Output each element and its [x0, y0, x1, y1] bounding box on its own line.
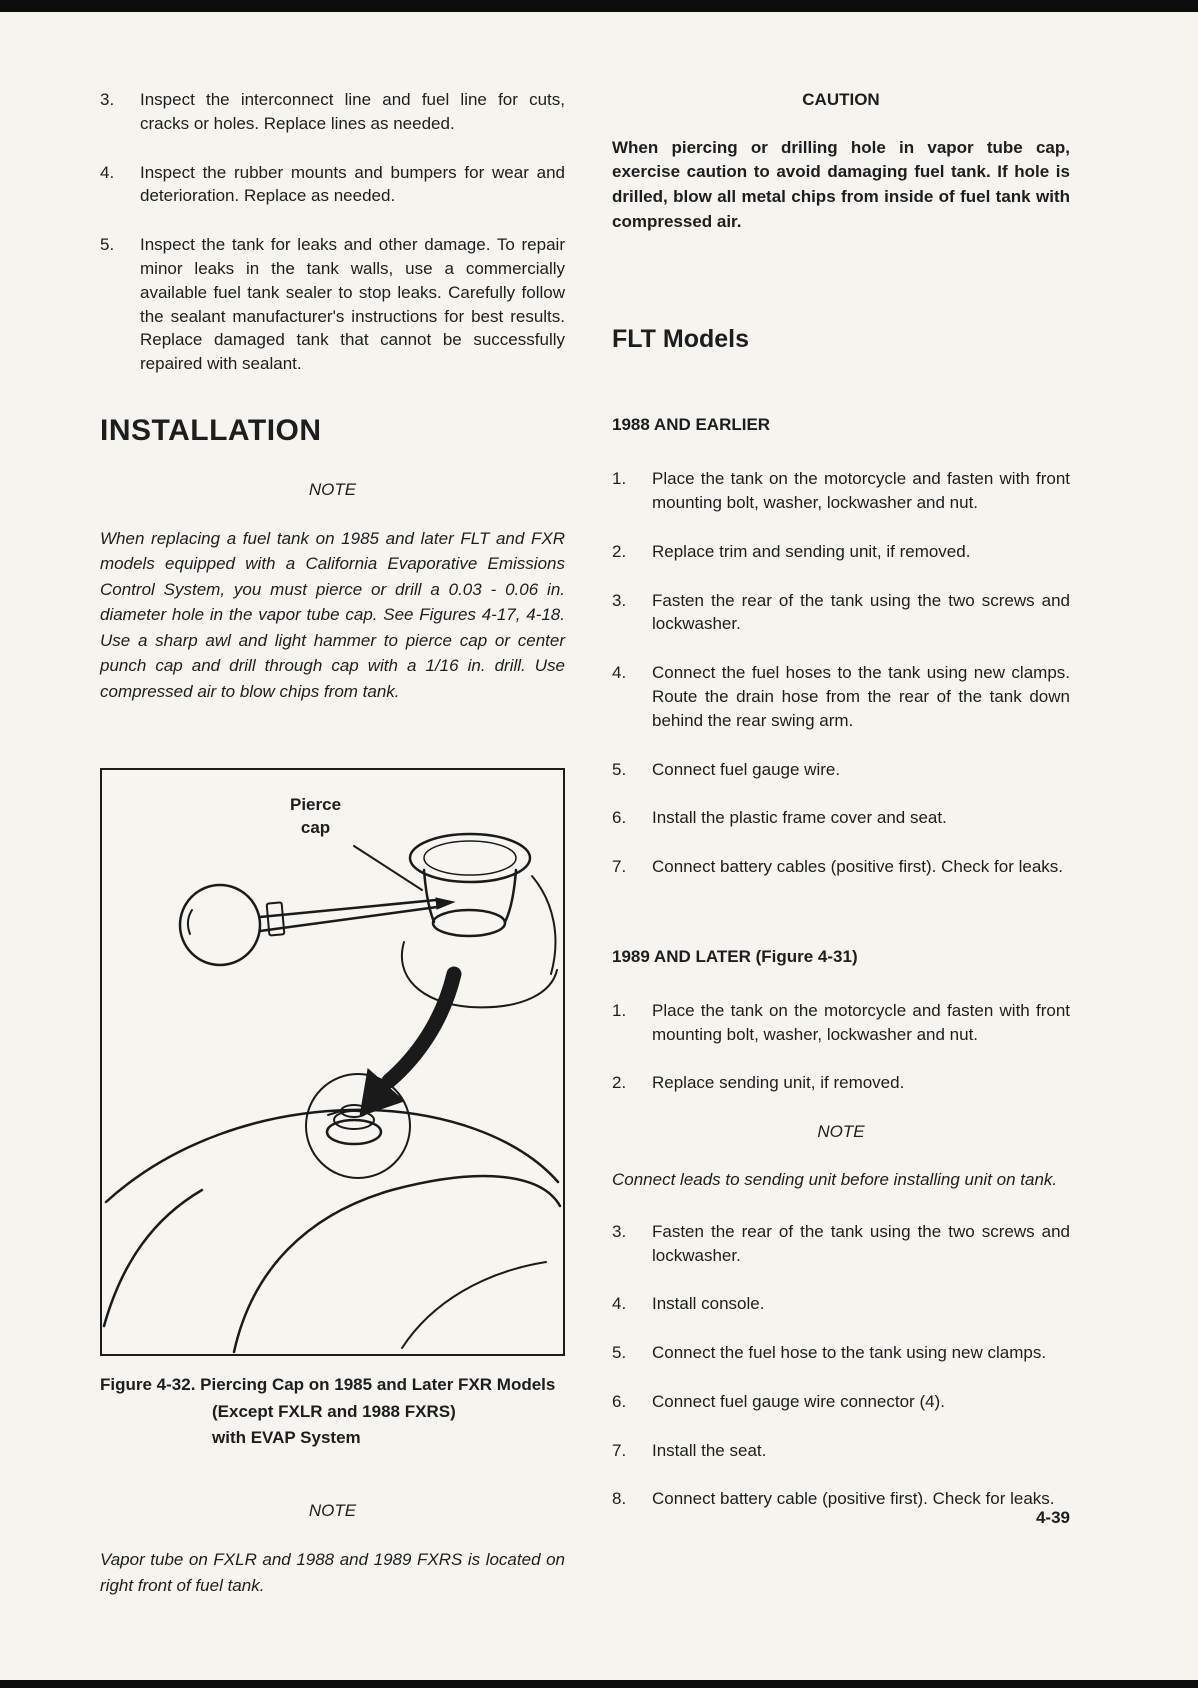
- step-number: 3.: [612, 1221, 627, 1241]
- step-text: Install the plastic frame cover and seat.: [652, 808, 947, 828]
- list-item: [612, 1487, 1070, 1511]
- list-item: [612, 855, 1070, 879]
- step-number: 7.: [612, 857, 627, 877]
- list-item: [612, 1439, 1070, 1463]
- step-number: 3.: [612, 590, 627, 610]
- step-text: Inspect the interconnect line and fuel line for cuts, cracks or holes. Replace lines as needed.: [140, 90, 565, 133]
- step-number: 4.: [100, 162, 115, 182]
- list-item: [612, 758, 1070, 782]
- page-number: 4-39: [1035, 1508, 1070, 1527]
- step-text: Replace sending unit, if removed.: [652, 1073, 905, 1093]
- step-text: Connect the fuel hoses to the tank using new clamps. Route the drain hose from the rear of the tank down behind the rear swing arm.: [652, 663, 1070, 730]
- caution-paragraph: When piercing or drilling hole in vapor tube cap, exercise caution to avoid damaging fuel tank. If hole is drilled, blow all metal chips from inside of fuel tank with compressed air.: [612, 137, 1070, 231]
- subsection-heading-1988-and-earlier: 1988 AND EARLIER: [612, 415, 771, 435]
- step-number: 1.: [612, 469, 627, 489]
- step-text: Connect battery cable (positive first). Check for leaks.: [652, 1489, 1055, 1509]
- caption-line: with EVAP System: [212, 1427, 361, 1447]
- note-paragraph: Vapor tube on FXLR and 1988 and 1989 FXRS is located on right front of fuel tank.: [100, 1550, 565, 1595]
- list-item: [612, 1390, 1070, 1414]
- section-heading-flt-models: FLT Models: [612, 325, 750, 354]
- subsection-heading-1989-and-later: 1989 AND LATER (Figure 4-31): [612, 946, 858, 966]
- note-paragraph: When replacing a fuel tank on 1985 and later FLT and FXR models equipped with a California Evaporative Emissions Control System, you must pierce or drill a 0.03 - 0.06 in. diameter hole in the vapor tube cap. See Figures 4-17, 4-18. Use a sharp awl and light hammer to pierce cap or center punch cap and drill through cap with a 1/16 in. drill. Use compressed air to blow chips from tank.: [100, 528, 565, 701]
- step-text: Fasten the rear of the tank using the two screws and lockwasher.: [652, 590, 1070, 634]
- step-number: 6.: [612, 808, 627, 828]
- vapor-cap-illustration: [402, 834, 557, 1007]
- step-number: 5.: [100, 235, 115, 255]
- step-number: 4.: [612, 663, 627, 683]
- list-item: [612, 1292, 1070, 1316]
- step-number: 5.: [612, 1343, 627, 1363]
- list-item: [612, 806, 1070, 830]
- list-item: [612, 661, 1070, 732]
- step-text: Inspect the rubber mounts and bumpers for wear and deterioration. Replace as needed.: [140, 162, 565, 206]
- step-number: 2.: [612, 1073, 627, 1093]
- figure-4-32: [100, 768, 565, 1356]
- note-label: NOTE: [308, 1501, 357, 1521]
- step-text: Connect the fuel hose to the tank using new clamps.: [652, 1343, 1047, 1363]
- step-text: Place the tank on the motorcycle and fasten with front mounting bolt, washer, lockwasher and nut.: [652, 1000, 1070, 1044]
- figure-caption: [100, 1372, 565, 1451]
- fuel-tank-illustration: [104, 1074, 560, 1352]
- caution-label: CAUTION: [802, 90, 880, 109]
- step-number: 5.: [612, 759, 627, 779]
- step-text: Fasten the rear of the tank using the two screws and lockwasher.: [652, 1221, 1070, 1265]
- scan-edge-top: [0, 0, 1198, 12]
- step-text: Place the tank on the motorcycle and fasten with front mounting bolt, washer, lockwasher and nut.: [652, 469, 1070, 512]
- step-text: Inspect the tank for leaks and other damage. To repair minor leaks in the tank walls, use a commercially available fuel tank sealer to stop leaks. Carefully follow the sealant manufacturer's instructions for best results. Replace damaged tank that cannot be successfully repaired with sealant.: [140, 235, 565, 374]
- step-number: 2.: [612, 541, 627, 561]
- step-number: 1.: [612, 1000, 627, 1020]
- caption-line: Figure 4-32. Piercing Cap on 1985 and Later FXR Models: [100, 1375, 556, 1395]
- list-item: [612, 1220, 1070, 1268]
- arrow-pointer: [360, 974, 454, 1116]
- step-number: 7.: [612, 1440, 627, 1460]
- list-item: [612, 540, 1070, 564]
- list-item: [612, 1341, 1070, 1365]
- step-number: 4.: [612, 1294, 627, 1314]
- scan-edge-bottom: [0, 1680, 1198, 1688]
- list-item: [612, 1071, 1070, 1095]
- step-text: Connect battery cables (positive first). Check for leaks.: [652, 857, 1063, 877]
- step-text: Install the seat.: [652, 1440, 767, 1460]
- list-item: [612, 999, 1070, 1047]
- caption-line: (Except FXLR and 1988 FXRS): [212, 1401, 456, 1421]
- step-number: 8.: [612, 1489, 627, 1509]
- left-column: [100, 88, 565, 1598]
- list-item: [612, 589, 1070, 637]
- callout-line: Pierce: [290, 795, 342, 815]
- figure-illustration: [102, 770, 563, 1354]
- list-item: [612, 467, 1070, 515]
- note-paragraph: Connect leads to sending unit before installing unit on tank.: [612, 1169, 1058, 1189]
- list-item: [100, 233, 565, 376]
- callout-line: cap: [300, 818, 331, 838]
- section-heading-installation: INSTALLATION: [100, 413, 322, 447]
- step-number: 3.: [100, 90, 115, 109]
- step-text: Connect fuel gauge wire.: [652, 759, 841, 779]
- note-label: NOTE: [817, 1122, 865, 1142]
- step-number: 6.: [612, 1391, 627, 1411]
- note-label: NOTE: [308, 479, 357, 499]
- step-text: Replace trim and sending unit, if removed.: [652, 541, 971, 561]
- right-column: [612, 88, 1070, 1536]
- figure-callout-pierce-cap: [290, 794, 341, 840]
- awl-tool-illustration: [180, 885, 454, 965]
- list-item: [100, 88, 565, 136]
- step-text: Connect fuel gauge wire connector (4).: [652, 1391, 945, 1411]
- step-text: Install console.: [652, 1294, 765, 1314]
- list-item: [100, 161, 565, 209]
